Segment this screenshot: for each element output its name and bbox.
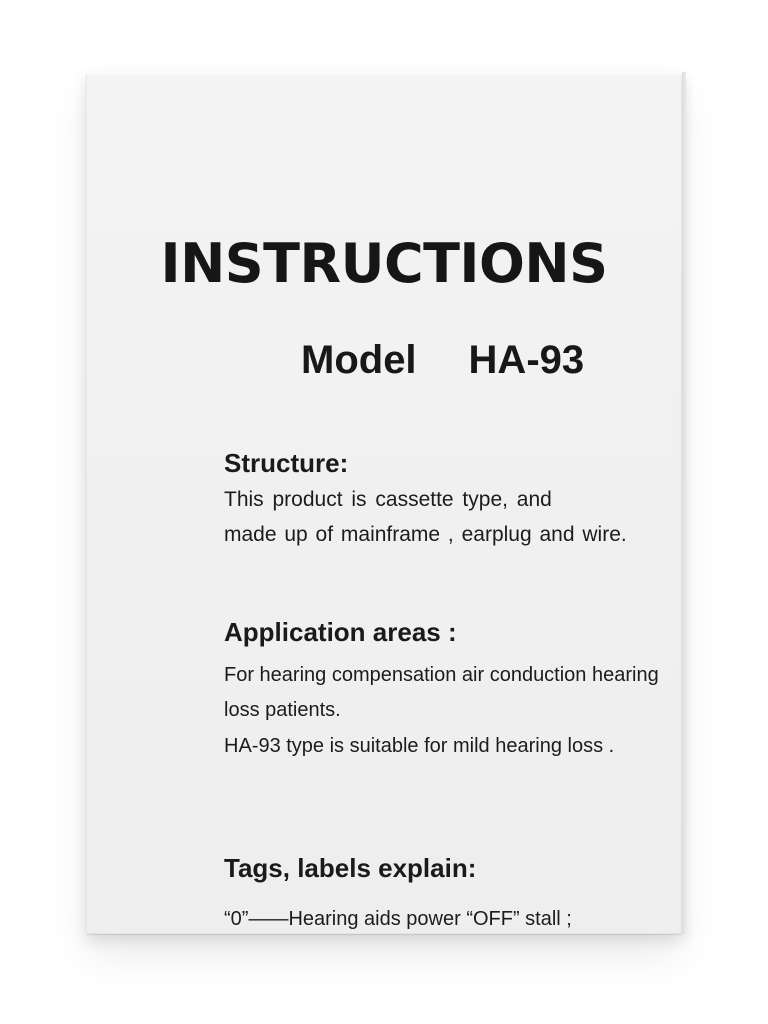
structure-text-line: This product is cassette type, and [224, 488, 552, 511]
model-number: HA-93 [468, 338, 585, 382]
application-text-line: HA-93 type is suitable for mild hearing loss . [224, 735, 615, 757]
application-text-line: For hearing compensation air conduction hearing [224, 664, 659, 686]
document-title: INSTRUCTIONS [160, 232, 608, 295]
structure-text-line: made up of mainframe , earplug and wire. [224, 523, 627, 546]
application-text-line: loss patients. [224, 699, 341, 721]
tags-text-line: “0”——Hearing aids power “OFF” stall ; [224, 908, 572, 930]
tags-labels-heading: Tags, labels explain: [224, 853, 477, 883]
model-line [301, 338, 584, 382]
structure-heading: Structure: [224, 448, 349, 478]
instruction-card [86, 72, 682, 934]
model-label: Model [301, 338, 417, 382]
application-areas-heading: Application areas : [224, 617, 457, 647]
